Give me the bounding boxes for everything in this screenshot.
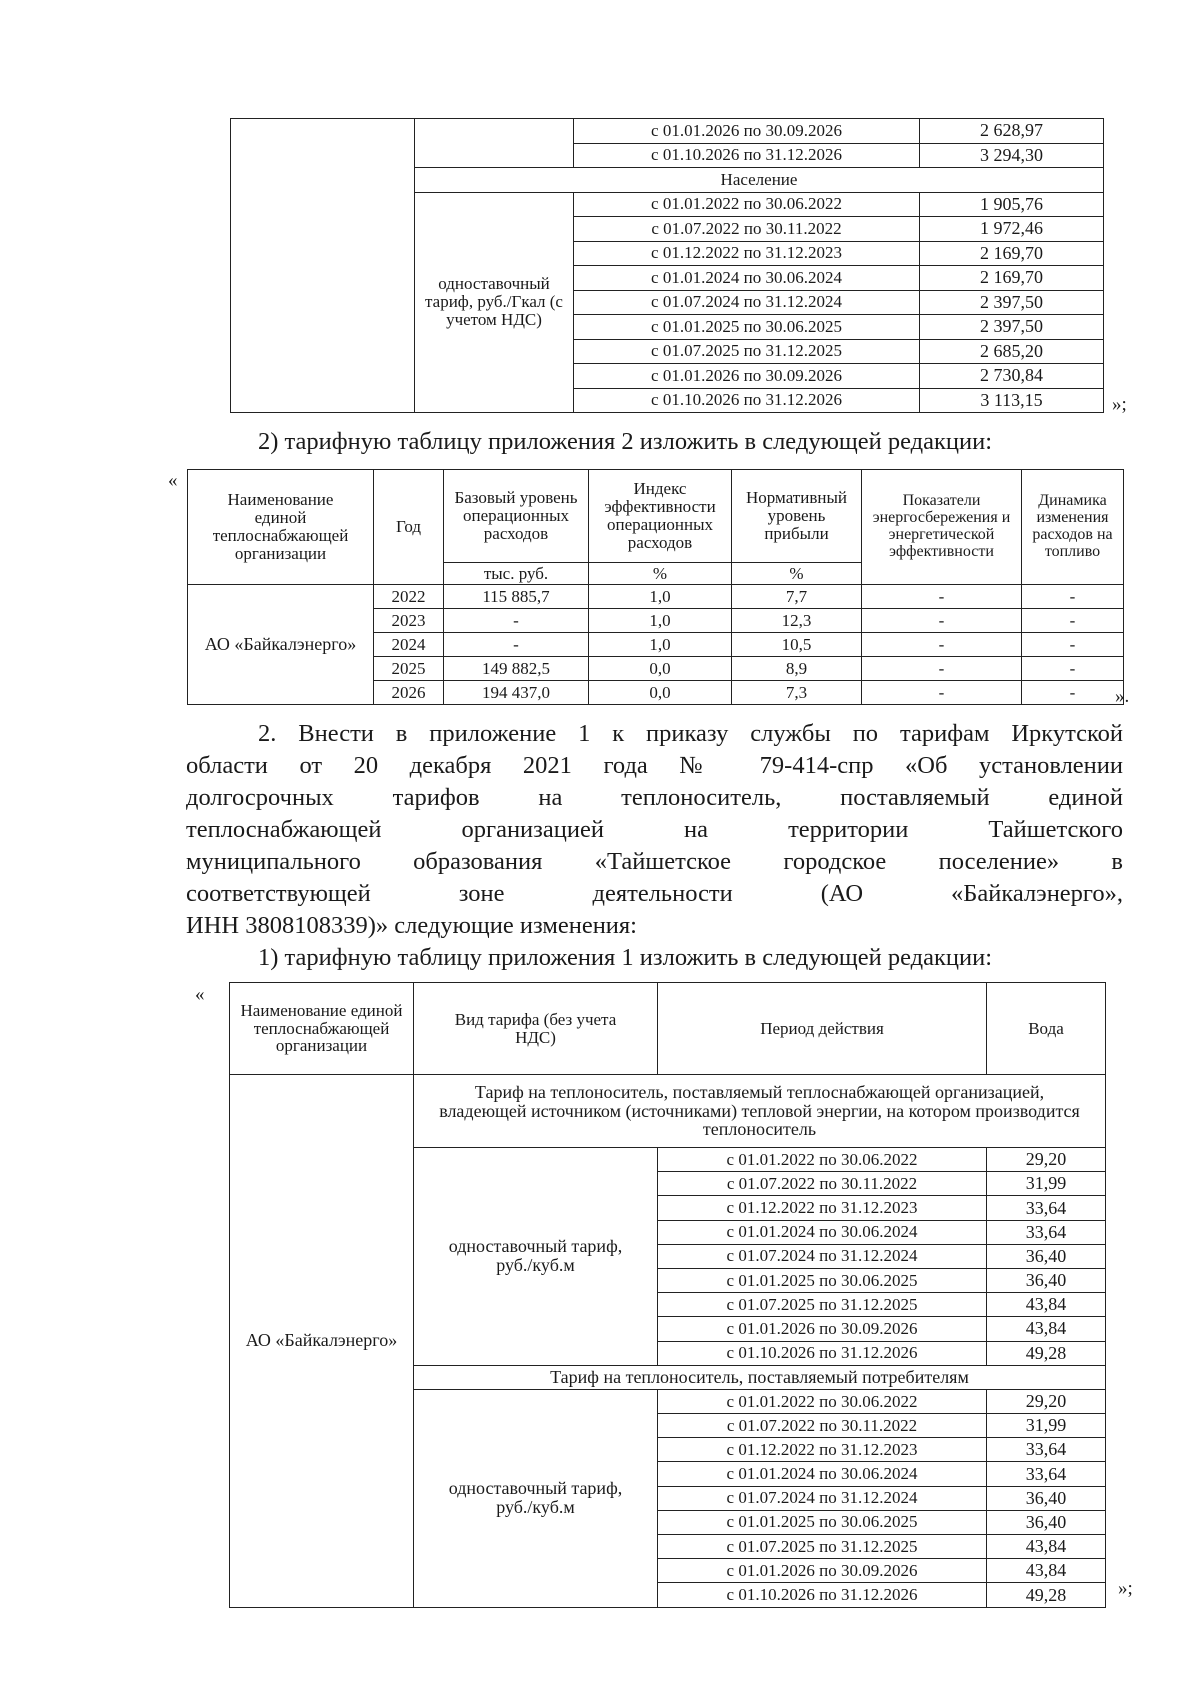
hdr-period: Период действия xyxy=(658,983,987,1075)
fuel-cell: - xyxy=(1022,657,1124,681)
index-cell: 1,0 xyxy=(589,633,732,657)
section-source: Тариф на теплоноситель, поставляемый теплоснабжающей организацией, владеющей источником (источниками) тепловой энергии, на котором производится теплоноситель xyxy=(414,1075,1106,1148)
para-line: области от 20 декабря 2021 года № 79-414-спр «Об установлении xyxy=(186,752,1123,779)
table2-end-mark: ». xyxy=(1115,686,1130,707)
value-cell: 33,64 xyxy=(987,1462,1106,1486)
value-cell: 43,84 xyxy=(987,1559,1106,1583)
hdr-base: Базовый уровень операционных расходов xyxy=(444,470,589,563)
tariff-label: одноставочный тариф, руб./Гкал (с учетом НДС) xyxy=(415,192,574,413)
hdr-org: Наименование единой теплоснабжающей организации xyxy=(188,470,374,585)
period-cell: с 01.12.2022 по 31.12.2023 xyxy=(658,1438,987,1462)
period-cell: с 01.01.2026 по 30.09.2026 xyxy=(574,119,920,144)
index-cell: 0,0 xyxy=(589,681,732,705)
org-name: АО «Байкалэнерго» xyxy=(188,585,374,705)
tariff-label: одноставочный тариф, руб./куб.м xyxy=(414,1148,658,1366)
period-cell: с 01.01.2022 по 30.06.2022 xyxy=(574,192,920,217)
table2-open-mark: « xyxy=(168,470,178,491)
period-cell: с 01.01.2024 по 30.06.2024 xyxy=(658,1462,987,1486)
base-cell: - xyxy=(444,633,589,657)
energy-cell: - xyxy=(862,585,1022,609)
table3-open-mark: « xyxy=(195,984,205,1005)
hdr-water: Вода xyxy=(987,983,1106,1075)
value-cell: 31,99 xyxy=(987,1414,1106,1438)
profit-cell: 7,7 xyxy=(732,585,862,609)
unit-index: % xyxy=(589,563,732,585)
section-population: Население xyxy=(415,168,1104,193)
value-cell: 43,84 xyxy=(987,1293,1106,1317)
value-cell: 36,40 xyxy=(987,1486,1106,1510)
profit-cell: 7,3 xyxy=(732,681,862,705)
value-cell: 36,40 xyxy=(987,1510,1106,1534)
base-cell: 194 437,0 xyxy=(444,681,589,705)
value-cell: 2 685,20 xyxy=(920,339,1104,364)
para-table2-intro: 2) тарифную таблицу приложения 2 изложить в следующей редакции: xyxy=(258,428,993,455)
tariff-table-2 xyxy=(187,469,1124,705)
energy-cell: - xyxy=(862,657,1022,681)
value-cell: 33,64 xyxy=(987,1438,1106,1462)
value-cell: 2 730,84 xyxy=(920,364,1104,389)
hdr-profit: Нормативный уровень прибыли xyxy=(732,470,862,563)
period-cell: с 01.01.2026 по 30.09.2026 xyxy=(658,1559,987,1583)
period-cell: с 01.07.2025 по 31.12.2025 xyxy=(574,339,920,364)
hdr-index: Индекс эффективности операционных расходов xyxy=(589,470,732,563)
base-cell: 115 885,7 xyxy=(444,585,589,609)
base-cell: 149 882,5 xyxy=(444,657,589,681)
unit-profit: % xyxy=(732,563,862,585)
period-cell: с 01.01.2024 по 30.06.2024 xyxy=(574,266,920,291)
fuel-cell: - xyxy=(1022,633,1124,657)
period-cell: с 01.07.2022 по 30.11.2022 xyxy=(658,1414,987,1438)
value-cell: 49,28 xyxy=(987,1583,1106,1607)
period-cell: с 01.07.2025 по 31.12.2025 xyxy=(658,1535,987,1559)
section-consumers: Тариф на теплоноситель, поставляемый потребителям xyxy=(414,1365,1106,1389)
period-cell: с 01.07.2025 по 31.12.2025 xyxy=(658,1293,987,1317)
period-cell: с 01.07.2022 по 30.11.2022 xyxy=(658,1172,987,1196)
year-cell: 2026 xyxy=(374,681,444,705)
value-cell: 2 628,97 xyxy=(920,119,1104,144)
value-cell: 2 169,70 xyxy=(920,241,1104,266)
value-cell: 2 169,70 xyxy=(920,266,1104,291)
value-cell: 43,84 xyxy=(987,1317,1106,1341)
hdr-kind: Вид тарифа (без учета НДС) xyxy=(414,983,658,1075)
para-line: 2. Внести в приложение 1 к приказу службы по тарифам Иркутской xyxy=(258,720,1123,747)
value-cell: 2 397,50 xyxy=(920,315,1104,340)
value-cell: 2 397,50 xyxy=(920,290,1104,315)
profit-cell: 8,9 xyxy=(732,657,862,681)
energy-cell: - xyxy=(862,681,1022,705)
tariff-table-3 xyxy=(229,982,1106,1608)
para-amendments xyxy=(186,718,1123,942)
period-cell: с 01.01.2025 по 30.06.2025 xyxy=(658,1510,987,1534)
tariff-table-1 xyxy=(230,118,1104,413)
table3-end-mark: »; xyxy=(1118,1578,1133,1599)
year-cell: 2023 xyxy=(374,609,444,633)
table1-end-mark: »; xyxy=(1112,394,1127,415)
period-cell: с 01.12.2022 по 31.12.2023 xyxy=(574,241,920,266)
period-cell: с 01.07.2024 по 31.12.2024 xyxy=(658,1244,987,1268)
index-cell: 1,0 xyxy=(589,585,732,609)
para-line: соответствующей зоне деятельности (АО «Байкалэнерго», xyxy=(186,880,1123,907)
index-cell: 1,0 xyxy=(589,609,732,633)
hdr-energy: Показатели энергосбережения и энергетической эффективности xyxy=(862,470,1022,585)
value-cell: 1 972,46 xyxy=(920,217,1104,242)
period-cell: с 01.01.2022 по 30.06.2022 xyxy=(658,1389,987,1413)
hdr-fuel: Динамика изменения расходов на топливо xyxy=(1022,470,1124,585)
period-cell: с 01.10.2026 по 31.12.2026 xyxy=(574,143,920,168)
value-cell: 33,64 xyxy=(987,1196,1106,1220)
energy-cell: - xyxy=(862,633,1022,657)
period-cell: с 01.01.2026 по 30.09.2026 xyxy=(658,1317,987,1341)
value-cell: 36,40 xyxy=(987,1244,1106,1268)
org-name: АО «Байкалэнерго» xyxy=(230,1075,414,1608)
para-line: теплоснабжающей организацией на территории Тайшетского xyxy=(186,816,1123,843)
value-cell: 3 294,30 xyxy=(920,143,1104,168)
period-cell: с 01.01.2025 по 30.06.2025 xyxy=(658,1268,987,1292)
period-cell: с 01.10.2026 по 31.12.2026 xyxy=(658,1341,987,1365)
value-cell: 3 113,15 xyxy=(920,388,1104,413)
period-cell: с 01.01.2024 по 30.06.2024 xyxy=(658,1220,987,1244)
value-cell: 49,28 xyxy=(987,1341,1106,1365)
value-cell: 29,20 xyxy=(987,1148,1106,1172)
period-cell: с 01.01.2025 по 30.06.2025 xyxy=(574,315,920,340)
base-cell: - xyxy=(444,609,589,633)
period-cell: с 01.07.2024 по 31.12.2024 xyxy=(574,290,920,315)
hdr-org: Наименование единой теплоснабжающей организации xyxy=(230,983,414,1075)
year-cell: 2022 xyxy=(374,585,444,609)
value-cell: 33,64 xyxy=(987,1220,1106,1244)
unit-base: тыс. руб. xyxy=(444,563,589,585)
year-cell: 2025 xyxy=(374,657,444,681)
org-cell xyxy=(231,119,415,413)
period-cell: с 01.07.2024 по 31.12.2024 xyxy=(658,1486,987,1510)
fuel-cell: - xyxy=(1022,609,1124,633)
value-cell: 29,20 xyxy=(987,1389,1106,1413)
year-cell: 2024 xyxy=(374,633,444,657)
para-line: ИНН 3808108339)» следующие изменения: xyxy=(186,912,637,939)
para-line: долгосрочных тарифов на теплоноситель, поставляемый единой xyxy=(186,784,1123,811)
fuel-cell: - xyxy=(1022,585,1124,609)
period-cell: с 01.10.2026 по 31.12.2026 xyxy=(658,1583,987,1607)
value-cell: 43,84 xyxy=(987,1535,1106,1559)
profit-cell: 12,3 xyxy=(732,609,862,633)
energy-cell: - xyxy=(862,609,1022,633)
period-cell: с 01.10.2026 по 31.12.2026 xyxy=(574,388,920,413)
fuel-cell: - xyxy=(1022,681,1124,705)
tariff-label: одноставочный тариф, руб./куб.м xyxy=(414,1389,658,1607)
period-cell: с 01.07.2022 по 30.11.2022 xyxy=(574,217,920,242)
profit-cell: 10,5 xyxy=(732,633,862,657)
period-cell: с 01.01.2022 по 30.06.2022 xyxy=(658,1148,987,1172)
para-table3-intro: 1) тарифную таблицу приложения 1 изложить в следующей редакции: xyxy=(258,944,993,971)
tariff-kind-cell xyxy=(415,119,574,168)
value-cell: 31,99 xyxy=(987,1172,1106,1196)
hdr-year: Год xyxy=(374,470,444,585)
value-cell: 1 905,76 xyxy=(920,192,1104,217)
para-line: муниципального образования «Тайшетское городское поселение» в xyxy=(186,848,1123,875)
period-cell: с 01.01.2026 по 30.09.2026 xyxy=(574,364,920,389)
value-cell: 36,40 xyxy=(987,1268,1106,1292)
period-cell: с 01.12.2022 по 31.12.2023 xyxy=(658,1196,987,1220)
index-cell: 0,0 xyxy=(589,657,732,681)
